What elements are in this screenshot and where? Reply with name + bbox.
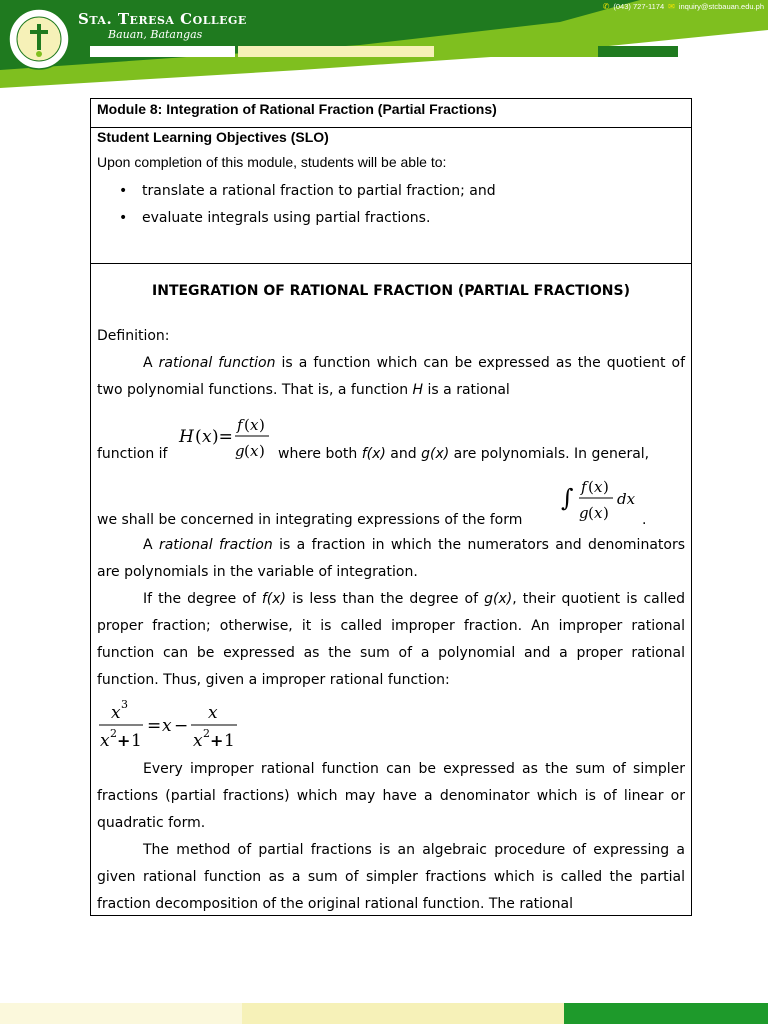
svg-text:x: x	[250, 442, 259, 460]
slo-intro: Upon completion of this module, students will be able to:	[97, 154, 447, 170]
svg-text:x: x	[162, 716, 172, 736]
footer-stripe	[0, 1003, 768, 1024]
college-seal-logo	[8, 8, 70, 70]
module-box	[90, 98, 692, 916]
svg-text:(: (	[244, 416, 250, 434]
email-address[interactable]: inquiry@stcbauan.edu.ph	[678, 2, 764, 11]
svg-text:2: 2	[203, 727, 210, 740]
svg-text:x: x	[250, 416, 259, 434]
svg-text:1: 1	[131, 731, 142, 751]
svg-text:)=: )=	[212, 427, 233, 447]
svg-text:x: x	[594, 504, 603, 522]
equation-line-integral: we shall be concerned in integrating expressions of the form ∫ f ( x ) g ( x ) dx .	[97, 466, 685, 532]
svg-text:x: x	[208, 703, 218, 723]
svg-text:x: x	[111, 703, 121, 723]
list-item: • evaluate integrals using partial fractions.	[119, 210, 431, 226]
svg-text:x: x	[193, 731, 203, 751]
college-name: Sta. Teresa College	[78, 10, 247, 28]
equation-integral	[561, 466, 641, 530]
svg-text:(: (	[195, 427, 202, 447]
svg-text:f: f	[581, 478, 587, 496]
svg-text:g: g	[579, 504, 589, 522]
slo-section	[91, 129, 691, 264]
svg-text:+: +	[210, 731, 224, 750]
equation-line-definition: function if H ( x )= f ( x ) g ( x ) where both f(x) and g(x) are polynomials. In general,	[97, 404, 685, 466]
paragraph-rational-fraction: A rational fraction is a fraction in which the numerators and denominators are polynomials in the variable of integration.	[97, 537, 685, 580]
svg-text:): )	[259, 416, 265, 434]
objective-list	[97, 178, 685, 232]
svg-text:H: H	[179, 427, 194, 447]
contact-info	[603, 2, 764, 11]
svg-text:(: (	[244, 442, 250, 460]
svg-text:): )	[259, 442, 265, 460]
svg-text:2: 2	[110, 727, 117, 740]
svg-text:x: x	[594, 478, 603, 496]
svg-text:(: (	[588, 478, 594, 496]
page-footer	[0, 1003, 768, 1024]
svg-text:dx: dx	[617, 490, 636, 508]
svg-text:f: f	[237, 416, 243, 434]
svg-text:(: (	[588, 504, 594, 522]
paragraph-method: The method of partial fractions is an algebraic procedure of expressing a given rational function as a sum of simpler fractions which is called the partial fraction decomposition of the original rational function. The rational	[97, 842, 685, 912]
paragraph-proper-improper: If the degree of f(x) is less than the degree of g(x), their quotient is called proper fraction; otherwise, it is called improper fraction. An improper rational function can be expressed as the sum of a polynomial and a proper rational function. Thus, given a improper rational function:	[97, 591, 686, 688]
svg-text:1: 1	[224, 731, 235, 751]
module-title: Module 8: Integration of Rational Fraction (Partial Fractions)	[91, 99, 691, 128]
equation-improper-example	[97, 694, 685, 756]
phone-icon: ✆	[602, 2, 610, 11]
phone-number: (043) 727-1174	[613, 2, 665, 11]
lesson-content	[91, 283, 691, 916]
svg-text:x: x	[100, 731, 110, 751]
paragraph-partial-fractions: Every improper rational function can be expressed as the sum of simpler fractions (partial fractions) which may have a denominator which is of linear or quadratic form.	[97, 761, 685, 831]
definition-label: Definition:	[97, 328, 170, 344]
svg-text:3: 3	[121, 698, 128, 711]
section-title: INTEGRATION OF RATIONAL FRACTION (PARTIAL FRACTIONS)	[152, 283, 630, 299]
page-header	[0, 0, 768, 95]
equation-h-of-x	[177, 404, 277, 464]
svg-text:+: +	[117, 731, 131, 750]
svg-text:−: −	[174, 716, 189, 736]
svg-text:∫: ∫	[561, 484, 574, 512]
svg-text:=: =	[147, 716, 162, 736]
list-item: • translate a rational fraction to partial fraction; and	[119, 183, 496, 199]
svg-text:): )	[603, 478, 609, 496]
email-icon: ✉	[668, 2, 675, 11]
paragraph-rational-function: A rational function is a function which can be expressed as the quotient of two polynomial functions. That is, a function H is a rational	[97, 355, 685, 398]
slo-heading: Student Learning Objectives (SLO)	[97, 129, 329, 145]
svg-text:): )	[603, 504, 609, 522]
svg-text:x: x	[202, 427, 212, 447]
college-location: Bauan, Batangas	[108, 28, 203, 41]
svg-text:g: g	[235, 442, 245, 460]
